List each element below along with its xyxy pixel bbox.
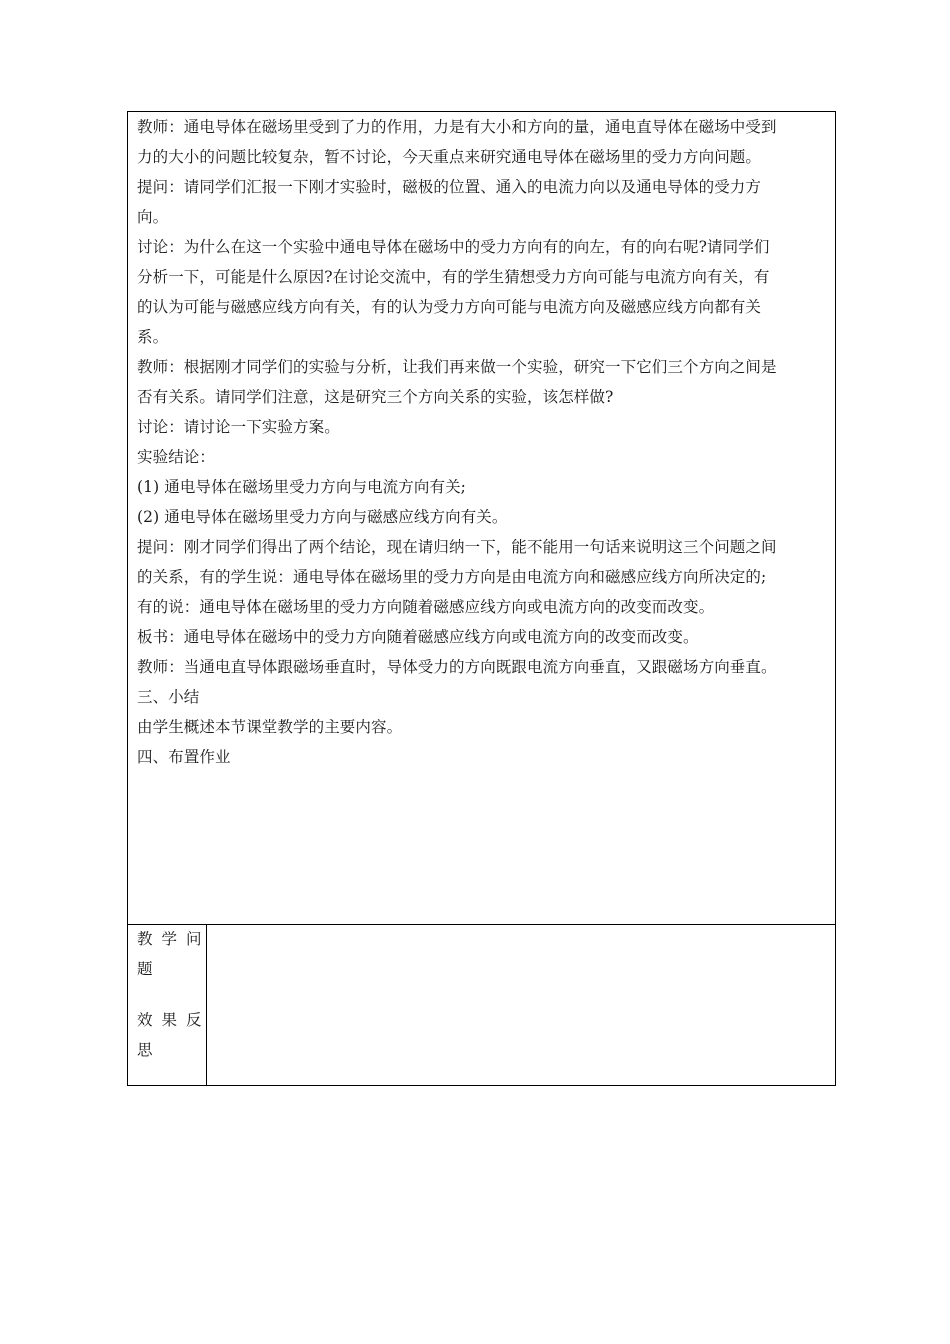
reflection-label-cell bbox=[128, 925, 211, 1085]
reflection-label-line: 教学问 bbox=[137, 930, 211, 948]
text-line: 的认为可能与磁感应线方向有关，有的认为受力方向可能与电流方向及磁感应线方向都有关 bbox=[137, 298, 762, 316]
text-line: 由学生概述本节课堂教学的主要内容。 bbox=[137, 718, 403, 736]
reflection-content-cell bbox=[207, 925, 835, 1085]
text-line: 讨论：为什么在这一个实验中通电导体在磁场中的受力方向有的向左，有的向右呢?请同学们 bbox=[137, 238, 770, 256]
text-line: 分析一下，可能是什么原因?在讨论交流中，有的学生猜想受力方向可能与电流方向有关，有 bbox=[137, 268, 770, 286]
text-line: 提问：刚才同学们得出了两个结论，现在请归纳一下，能不能用一句话来说明这三个问题之间 bbox=[137, 538, 777, 556]
text-line: 系。 bbox=[137, 328, 169, 346]
reflection-label-line: 效果反 bbox=[137, 1011, 211, 1029]
lesson-text-body bbox=[137, 112, 831, 772]
section-heading-summary: 三、小结 bbox=[137, 688, 200, 706]
text-line: 教师：当通电直导体跟磁场垂直时，导体受力的方向既跟电流方向垂直，又跟磁场方向垂直。 bbox=[137, 658, 777, 676]
text-line: 教师：通电导体在磁场里受到了力的作用，力是有大小和方向的量，通电直导体在磁场中受到 bbox=[137, 118, 777, 136]
text-line: (2) 通电导体在磁场里受力方向与磁感应线方向有关。 bbox=[137, 508, 508, 526]
text-line: 教师：根据刚才同学们的实验与分析，让我们再来做一个实验，研究一下它们三个方向之间是 bbox=[137, 358, 777, 376]
text-line: 提问：请同学们汇报一下刚才实验时，磁极的位置、通入的电流力向以及通电导体的受力方 bbox=[137, 178, 762, 196]
text-line: 有的说：通电导体在磁场里的受力方向随着磁感应线方向或电流方向的改变而改变。 bbox=[137, 598, 715, 616]
reflection-table bbox=[127, 924, 836, 1086]
lesson-content-cell bbox=[127, 111, 836, 924]
text-line: 的关系，有的学生说：通电导体在磁场里的受力方向是由电流方向和磁感应线方向所决定的; bbox=[137, 568, 767, 586]
text-line: 向。 bbox=[137, 208, 169, 226]
reflection-label-line: 题 bbox=[137, 960, 153, 978]
text-line: 力的大小的问题比较复杂，暂不讨论，今天重点来研究通电导体在磁场里的受力方向问题。 bbox=[137, 148, 762, 166]
text-line: (1) 通电导体在磁场里受力方向与电流方向有关; bbox=[137, 478, 467, 496]
text-line: 实验结论： bbox=[137, 448, 216, 466]
reflection-label-line: 思 bbox=[137, 1041, 153, 1059]
text-line: 讨论：请讨论一下实验方案。 bbox=[137, 418, 340, 436]
text-line: 否有关系。请同学们注意，这是研究三个方向关系的实验，该怎样做? bbox=[137, 388, 614, 406]
section-heading-homework: 四、布置作业 bbox=[137, 748, 231, 766]
text-line: 板书：通电导体在磁场中的受力方向随着磁感应线方向或电流方向的改变而改变。 bbox=[137, 628, 699, 646]
